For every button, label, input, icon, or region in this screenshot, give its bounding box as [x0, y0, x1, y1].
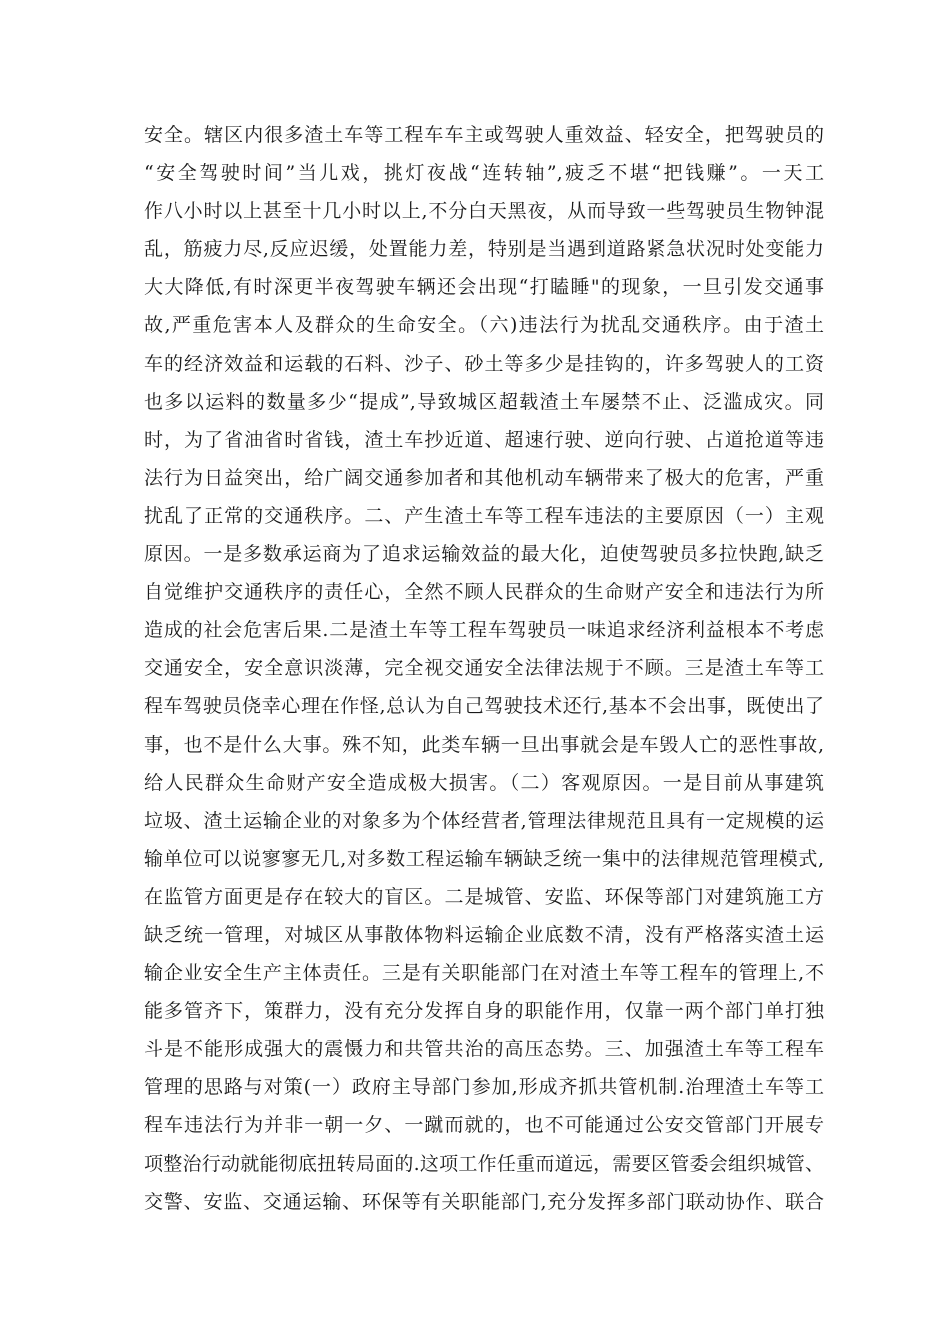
text-line: 斗是不能形成强大的震慑力和共管共治的高压态势。三、加强渣土车等工程车: [144, 1038, 824, 1061]
text-line: 程车违法行为并非一朝一夕、一蹴而就的，也不可能通过公安交管部门开展专: [144, 1114, 824, 1137]
text-line: 自觉维护交通秩序的责任心，全然不顾人民群众的生命财产安全和违法行为所: [144, 581, 824, 604]
text-line: 车的经济效益和运载的石料、沙子、砂土等多少是挂钩的，许多驾驶人的工资: [144, 352, 824, 375]
text-line: 作八小时以上甚至十几小时以上,不分白天黑夜，从而导致一些驾驶员生物钟混: [144, 200, 824, 223]
text-line: 能多管齐下，策群力，没有充分发挥自身的职能作用，仅靠一两个部门单打独: [144, 1000, 824, 1023]
text-line: 故,严重危害本人及群众的生命安全。（六)违法行为扰乱交通秩序。由于渣土: [144, 314, 824, 337]
text-line: 输企业安全生产主体责任。三是有关职能部门在对渣土车等工程车的管理上,不: [144, 962, 824, 985]
text-line: 程车驾驶员侥幸心理在作怪,总认为自己驾驶技术还行,基本不会出事，既使出了: [144, 695, 824, 718]
text-line: 造成的社会危害后果.二是渣土车等工程车驾驶员一味追求经济利益根本不考虑: [144, 619, 824, 642]
text-line: 在监管方面更是存在较大的盲区。二是城管、安监、环保等部门对建筑施工方: [144, 885, 824, 908]
text-line: 输单位可以说寥寥无几,对多数工程运输车辆缺乏统一集中的法律规范管理模式,: [144, 847, 824, 870]
text-line: 乱，筋疲力尽,反应迟缓，处置能力差，特别是当遇到道路紧急状况时处变能力: [144, 238, 824, 261]
text-line: 交警、安监、交通运输、环保等有关职能部门,充分发挥多部门联动协作、联合: [144, 1190, 824, 1213]
text-line: 事，也不是什么大事。殊不知，此类车辆一旦出事就会是车毁人亡的恶性事故,: [144, 733, 824, 756]
text-line: 垃圾、渣土运输企业的对象多为个体经营者,管理法律规范且具有一定规模的运: [144, 809, 824, 832]
text-line: 原因。一是多数承运商为了追求运输效益的最大化，迫使驾驶员多拉快跑,缺乏: [144, 543, 824, 566]
text-line: 给人民群众生命财产安全造成极大损害。（二）客观原因。一是目前从事建筑: [144, 771, 824, 794]
text-line: 也多以运料的数量多少“提成”,导致城区超载渣土车屡禁不止、泛滥成灾。同: [144, 390, 824, 413]
text-line: 法行为日益突出，给广阔交通参加者和其他机动车辆带来了极大的危害，严重: [144, 466, 824, 489]
text-line: 扰乱了正常的交通秩序。二、产生渣土车等工程车违法的主要原因（一）主观: [144, 504, 824, 527]
text-line: 时，为了省油省时省钱，渣土车抄近道、超速行驶、逆向行驶、占道抢道等违: [144, 428, 824, 451]
text-line: 大大降低,有时深更半夜驾驶车辆还会出现“打瞌睡"的现象，一旦引发交通事: [144, 276, 824, 299]
text-line: 安全。辖区内很多渣土车等工程车车主或驾驶人重效益、轻安全，把驾驶员的: [144, 124, 824, 146]
text-line: 项整治行动就能彻底扭转局面的.这项工作任重而道远，需要区管委会组织城管、: [144, 1152, 824, 1175]
text-line: 管理的思路与对策(一）政府主导部门参加,形成齐抓共管机制.治理渣土车等工: [144, 1076, 824, 1099]
text-line: 交通安全，安全意识淡薄，完全视交通安全法律法规于不顾。三是渣土车等工: [144, 657, 824, 680]
text-line: “安全驾驶时间”当儿戏，挑灯夜战“连转轴”,疲乏不堪“把钱赚”。一天工: [144, 162, 824, 185]
body-text: [144, 116, 824, 1221]
text-line: 缺乏统一管理，对城区从事散体物料运输企业底数不清，没有严格落实渣土运: [144, 923, 824, 946]
